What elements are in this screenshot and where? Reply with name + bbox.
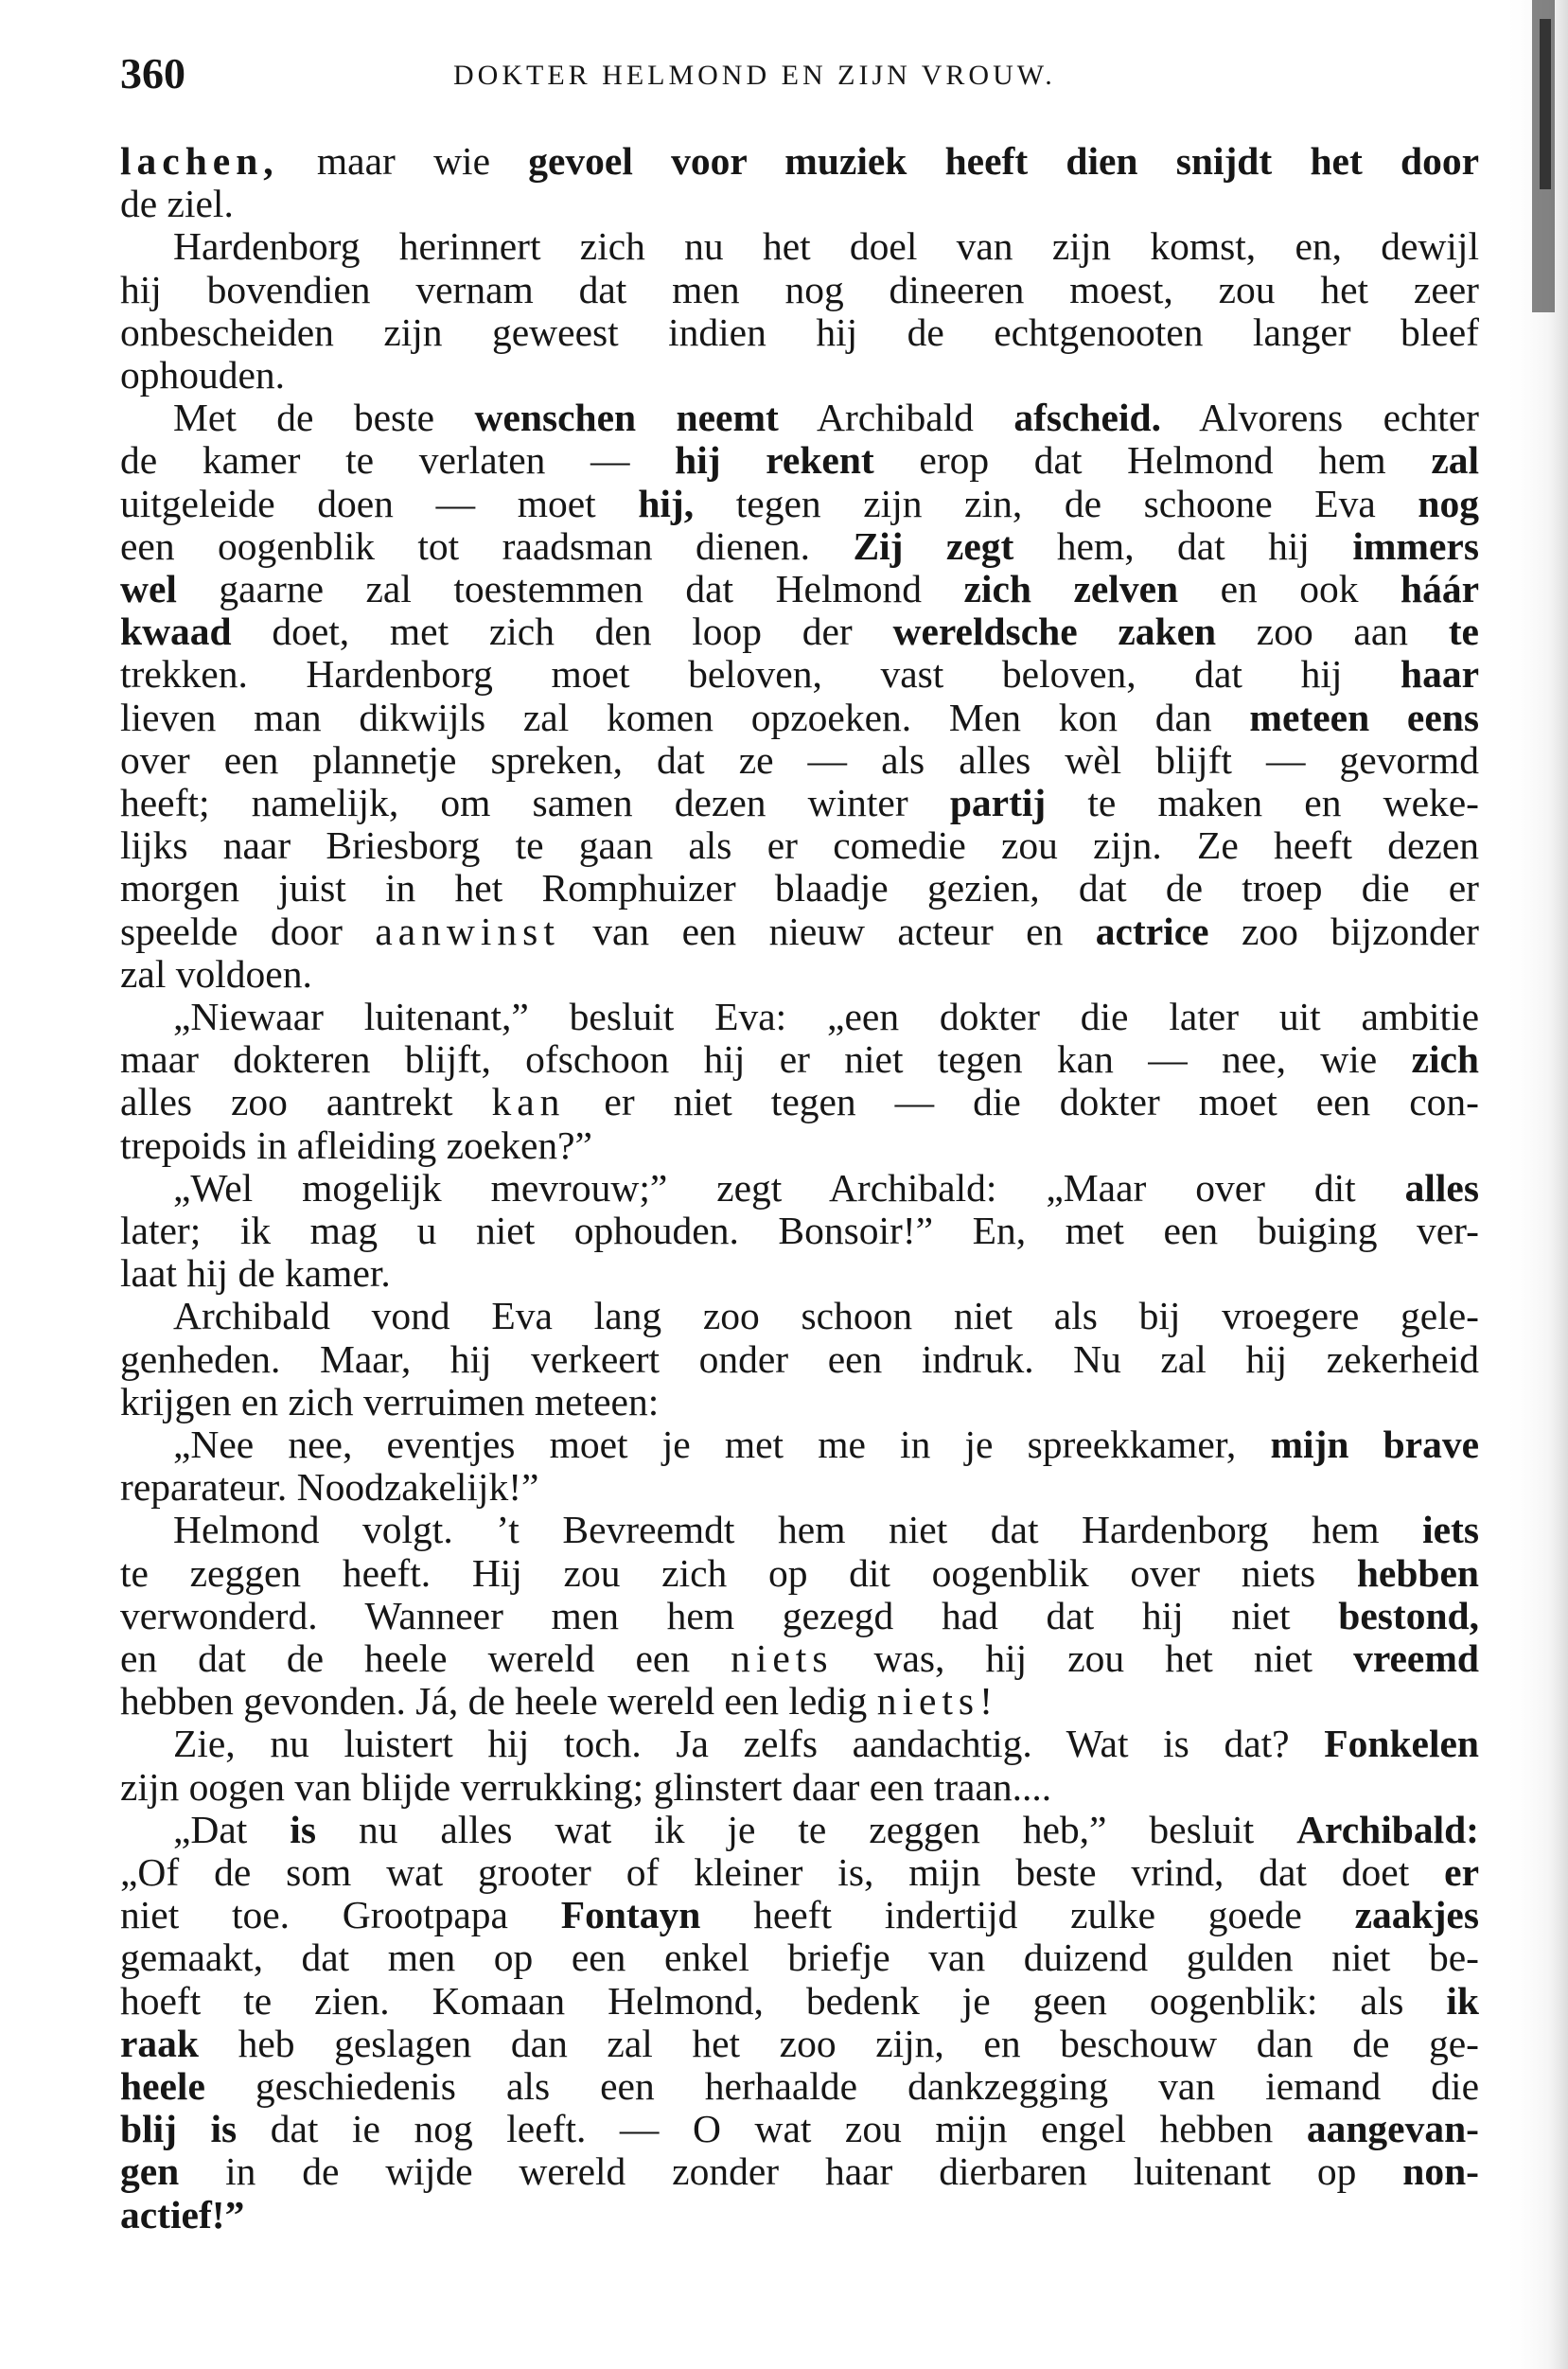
text-line (120, 1423, 1479, 1466)
text-line (120, 782, 1479, 824)
text-segment: heele (120, 2064, 205, 2108)
text-segment: actief!” (120, 2192, 245, 2236)
text-line (120, 140, 1479, 183)
text-segment: krijgen en zich verruimen meteen: (120, 1379, 660, 1423)
text-segment: Fontayn (560, 1893, 701, 1937)
text-segment: mijn brave (1270, 1423, 1480, 1466)
text-segment: Zie, nu luistert hij toch. Ja zelfs aandachtig. Wat is dat? (173, 1722, 1325, 1766)
text-segment: een oogenblik tot raadsman dienen. (120, 523, 811, 568)
text-line (120, 1124, 1479, 1167)
text-segment: heeft; namelijk, om samen dezen winter (120, 781, 950, 824)
text-segment: onbescheiden zijn geweest indien hij de echtgenooten langer bleef (120, 309, 1479, 354)
text-line (120, 1167, 1479, 1210)
text-line (120, 2150, 1479, 2193)
text-line (120, 1936, 1479, 1979)
text-segment: wereldsche zaken (892, 610, 1217, 654)
text-line (120, 397, 1479, 439)
text-segment: „Nee nee, eventjes moet je met me in je spreekkamer, (173, 1423, 1271, 1466)
text-line (120, 1766, 1479, 1809)
text-line (120, 1081, 1479, 1123)
text-segment: geschiedenis als een herhaalde dankzegging van iemand die (204, 2064, 1479, 2108)
text-line (120, 1466, 1479, 1509)
text-segment: niet toe. Grootpapa (120, 1893, 561, 1937)
text-segment: wel (120, 567, 177, 610)
text-line (120, 1851, 1479, 1894)
scan-edge-shadow (1464, 0, 1568, 2369)
text-segment: zich (1411, 1037, 1479, 1082)
text-line (120, 610, 1479, 653)
text-line (120, 525, 1479, 568)
text-segment: Alvorens echter (1160, 396, 1479, 440)
text-line (120, 739, 1479, 782)
text-segment: verwonderd. Wanneer men hem gezegd had dat hij niet (120, 1593, 1339, 1637)
text-segment: Fonkelen (1324, 1722, 1479, 1766)
text-segment: lieven man dikwijls zal komen opzoeken. Men kon dan (120, 695, 1250, 739)
text-segment: zich zelven (963, 567, 1179, 610)
text-line (120, 269, 1479, 311)
text-segment: trepoids in afleiding zoeken?” (120, 1123, 592, 1167)
text-segment: gevoel voor muziek heeft dien snijdt het door (528, 139, 1480, 183)
text-line (120, 1723, 1479, 1765)
text-segment: zal (1431, 438, 1480, 483)
page-number: 360 (120, 49, 185, 97)
text-segment: te maken en weke- (1046, 781, 1479, 824)
text-segment: dat ie nog leeft. — O wat zou mijn engel hebben (237, 2107, 1307, 2151)
text-line (120, 1680, 1479, 1723)
text-segment: vreemd (1353, 1636, 1479, 1680)
text-line (120, 1295, 1479, 1337)
text-segment: Met de beste (173, 396, 475, 440)
text-line (120, 1252, 1479, 1295)
text-segment: lachen, (120, 139, 279, 183)
text-line (120, 2194, 1479, 2236)
text-segment: later; ik mag u niet ophouden. Bonsoir!” En, met een buiging ver- (120, 1209, 1479, 1252)
text-segment: nu alles wat ik je te zeggen heb,” besluit (315, 1807, 1297, 1851)
text-segment: actrice (1095, 909, 1209, 953)
text-segment: was, hij zou het niet (833, 1636, 1354, 1680)
text-segment: blij is (120, 2107, 238, 2151)
text-line (120, 311, 1479, 354)
text-segment: speelde door (120, 909, 376, 953)
text-segment: hoeft te zien. Komaan Helmond, bedenk je geen oogenblik: als (120, 1978, 1447, 2023)
text-line (120, 1338, 1479, 1381)
text-segment: gen (120, 2149, 180, 2194)
text-line (120, 483, 1479, 525)
text-segment: wenschen neemt (474, 396, 779, 440)
text-segment: en dat de heele wereld een (120, 1636, 731, 1680)
text-segment: aanwinst (375, 909, 560, 953)
text-line (120, 568, 1479, 610)
text-line (120, 354, 1479, 397)
page-header (120, 45, 1483, 102)
text-line (120, 1637, 1479, 1680)
text-segment: iets (1422, 1508, 1479, 1552)
text-segment: de kamer te verlaten — (120, 438, 676, 483)
text-segment: en ook (1178, 567, 1401, 610)
text-line (120, 653, 1479, 696)
text-line (120, 996, 1479, 1038)
text-line (120, 1894, 1479, 1936)
text-segment: doet, met zich den loop der (231, 610, 893, 654)
text-segment: in de wijde wereld zonder haar dierbaren luitenant op (179, 2149, 1403, 2194)
text-segment: afscheid. (1013, 396, 1161, 440)
text-segment: genheden. Maar, hij verkeert onder een indruk. Nu zal hij zekerheid (120, 1336, 1479, 1381)
text-line (120, 697, 1479, 739)
text-line (120, 867, 1479, 910)
text-segment: hem, dat hij (1013, 523, 1353, 568)
text-segment: over een plannetje spreken, dat ze — als alles wèl blijft — gevormd (120, 737, 1479, 782)
running-title: DOKTER HELMOND EN ZIJN VROUW. (453, 60, 1056, 91)
text-line (120, 2065, 1479, 2108)
text-segment: Zij zegt (810, 523, 1014, 568)
text-segment: zaakjes (1354, 1893, 1479, 1937)
text-segment: Archibald: (1296, 1807, 1479, 1851)
text-segment: reparateur. Noodzakelijk!” (120, 1465, 539, 1510)
text-segment: niets! (876, 1679, 998, 1724)
text-segment: hebben (1356, 1550, 1479, 1595)
text-segment: bestond, (1338, 1593, 1479, 1637)
text-segment: immers (1352, 523, 1479, 568)
text-segment: ophouden. (120, 353, 286, 397)
text-line (120, 824, 1479, 867)
text-segment: de ziel. (120, 182, 234, 226)
text-segment: ik (1446, 1978, 1479, 2023)
text-segment: Archibald (778, 396, 1014, 440)
text-line (120, 1381, 1479, 1423)
text-line (120, 225, 1479, 268)
text-segment: uitgeleide doen — moet (120, 481, 639, 525)
text-segment: morgen juist in het Romphuizer blaadje gezien, dat de troep die er (120, 866, 1479, 910)
body-text (120, 140, 1479, 2279)
text-segment: raak (120, 2021, 199, 2065)
text-line (120, 1210, 1479, 1252)
text-line (120, 1595, 1479, 1637)
text-segment: „Niewaar luitenant,” besluit Eva: „een dokter die later uit ambitie (173, 995, 1479, 1038)
text-segment: haar (1401, 652, 1479, 697)
text-segment: hij rekent (675, 438, 874, 483)
text-segment: tegen zijn zin, de schoone Eva (694, 481, 1418, 525)
text-segment: maar dokteren blijft, ofschoon hij er niet tegen kan — nee, wie (120, 1037, 1412, 1082)
text-segment: alles (1404, 1165, 1479, 1210)
text-segment: Helmond volgt. ’t Bevreemdt hem niet dat Hardenborg hem (173, 1508, 1423, 1552)
text-line (120, 1552, 1479, 1595)
text-segment: zal voldoen. (120, 951, 312, 996)
text-segment: niets (731, 1636, 834, 1680)
text-segment: alles zoo aantrekt (120, 1080, 492, 1124)
text-segment: er (1444, 1850, 1479, 1894)
text-segment: non- (1402, 2149, 1479, 2194)
text-line (120, 183, 1479, 225)
text-line (120, 1038, 1479, 1081)
text-segment: háár (1401, 567, 1479, 610)
text-segment: heb geslagen dan zal het zoo zijn, en beschouw dan de ge- (199, 2021, 1479, 2065)
text-segment: zijn oogen van blijde verrukking; glinstert daar een traan.... (120, 1764, 1052, 1809)
text-segment: gaarne zal toestemmen dat Helmond (176, 567, 964, 610)
text-segment: maar wie (278, 139, 529, 183)
text-line (120, 1980, 1479, 2023)
text-line (120, 2108, 1479, 2150)
text-segment: Hardenborg herinnert zich nu het doel van zijn komst, en, dewijl (173, 224, 1479, 269)
text-line (120, 1509, 1479, 1551)
text-segment: gemaakt, dat men op een enkel briefje van duizend gulden niet be- (120, 1936, 1479, 1980)
text-segment: meteen eens (1249, 695, 1479, 739)
text-segment: kwaad (120, 610, 232, 654)
text-segment: te zeggen heeft. Hij zou zich op dit oogenblik over niets (120, 1550, 1357, 1595)
text-segment: kan (491, 1080, 566, 1124)
text-segment: „Dat (173, 1807, 291, 1851)
text-segment: te (1448, 610, 1479, 654)
text-segment: lijks naar Briesborg te gaan als er comedie zou zijn. Ze heeft dezen (120, 823, 1479, 868)
text-segment: is (290, 1807, 316, 1851)
text-segment: „Wel mogelijk mevrouw;” zegt Archibald: „Maar over dit (173, 1165, 1405, 1210)
text-segment: er niet tegen — die dokter moet een con- (565, 1080, 1479, 1124)
text-segment: aangevan- (1306, 2107, 1479, 2151)
text-segment: „Of de som wat grooter of kleiner is, mijn beste vrind, dat doet (120, 1850, 1445, 1894)
text-segment: partij (949, 781, 1047, 824)
text-segment: hij bovendien vernam dat men nog dineeren moest, zou het zeer (120, 267, 1479, 311)
text-segment: zoo bijzonder (1208, 909, 1479, 953)
text-line (120, 953, 1479, 996)
text-segment: heeft indertijd zulke goede (700, 1893, 1355, 1937)
text-segment: erop dat Helmond hem (873, 438, 1432, 483)
text-segment: trekken. Hardenborg moet beloven, vast beloven, dat hij (120, 652, 1401, 697)
text-line (120, 439, 1479, 482)
text-segment: hebben gevonden. Já, de heele wereld een ledig (120, 1679, 877, 1724)
text-line (120, 2023, 1479, 2065)
text-segment: nog (1418, 481, 1479, 525)
text-segment: van een nieuw acteur en (559, 909, 1096, 953)
text-segment: Archibald vond Eva lang zoo schoon niet als bij vroegere gele- (173, 1294, 1479, 1338)
text-segment: zoo aan (1216, 610, 1449, 654)
text-segment: hij, (638, 481, 695, 525)
text-line (120, 1809, 1479, 1851)
text-segment: laat hij de kamer. (120, 1251, 391, 1296)
text-line (120, 910, 1479, 953)
